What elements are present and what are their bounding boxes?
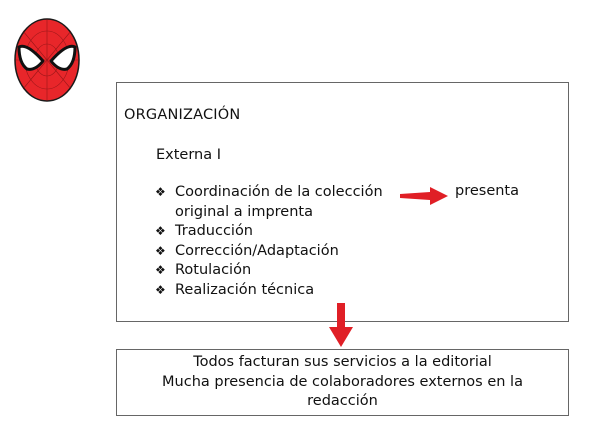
- list-item: [155, 242, 383, 262]
- diamond-bullet-icon: ❖: [155, 282, 166, 297]
- summary-box: [116, 349, 569, 416]
- spiderman-mask-icon: [13, 17, 81, 103]
- arrow-right-icon: [400, 187, 448, 205]
- diamond-bullet-icon: ❖: [155, 224, 166, 238]
- task-list: [155, 183, 383, 300]
- section-subtitle: Externa I: [156, 147, 222, 163]
- diamond-bullet-icon: ❖: [155, 185, 166, 199]
- list-item-label: Coordinación de la colección: [175, 184, 383, 200]
- list-item: [155, 261, 383, 281]
- summary-line: Todos facturan sus servicios a la editorial: [193, 354, 492, 370]
- section-title: ORGANIZACIÓN: [124, 107, 241, 123]
- list-item: [155, 183, 383, 203]
- diamond-bullet-icon: ❖: [155, 243, 166, 258]
- list-item-label: Traducción: [175, 223, 254, 239]
- list-item-label: Corrección/Adaptación: [175, 242, 339, 259]
- summary-line: redacción: [307, 393, 378, 409]
- arrow-down-icon: [329, 303, 353, 347]
- arrow-label: presenta: [455, 183, 520, 199]
- organization-box: [116, 82, 569, 322]
- list-item-label: Realización técnica: [175, 281, 315, 298]
- list-item-label: original a imprenta: [175, 203, 313, 220]
- list-item-label: Rotulación: [175, 262, 252, 278]
- list-item: [155, 281, 383, 301]
- list-item-continuation: [155, 203, 383, 223]
- diamond-bullet-icon: ❖: [155, 263, 166, 277]
- list-item: [155, 222, 383, 242]
- summary-line: Mucha presencia de colaboradores externos en la: [162, 373, 523, 390]
